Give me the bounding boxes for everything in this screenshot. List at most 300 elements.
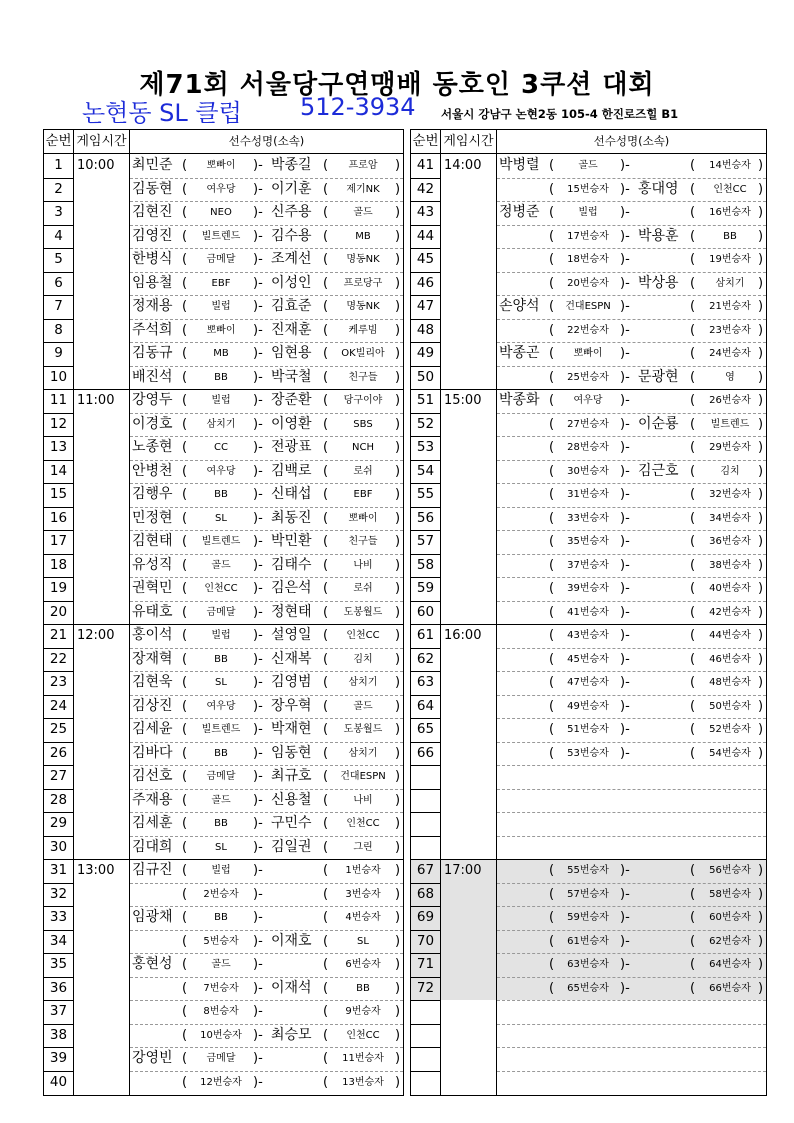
table-row bbox=[44, 295, 403, 319]
game-time bbox=[74, 1024, 128, 1048]
paren-close-dash: )- bbox=[620, 980, 630, 996]
paren-close-dash: )- bbox=[620, 557, 630, 573]
player-1-affiliation: 골드 bbox=[211, 794, 231, 806]
row-divider bbox=[411, 342, 440, 343]
player-2-name: 박재현 bbox=[271, 721, 312, 737]
game-time bbox=[74, 1047, 128, 1071]
match-cell bbox=[130, 671, 403, 695]
paren-open: ( bbox=[323, 628, 329, 643]
table-row bbox=[411, 319, 766, 343]
paren-close-dash: )- bbox=[620, 510, 630, 526]
table-row bbox=[411, 460, 766, 484]
paren-open: ( bbox=[690, 369, 696, 385]
row-divider bbox=[44, 977, 73, 978]
paren-close-dash: )- bbox=[253, 557, 263, 573]
row-number: 59 bbox=[411, 577, 441, 601]
player-2-affiliation: 34번승자 bbox=[709, 512, 751, 524]
match-cell bbox=[130, 1000, 403, 1024]
row-number: 41 bbox=[411, 154, 441, 178]
game-time: 15:00 bbox=[444, 393, 482, 408]
row-divider bbox=[497, 319, 766, 320]
row-number: 72 bbox=[411, 977, 441, 1001]
paren-close-dash: )- bbox=[620, 346, 630, 361]
player-2-affiliation: 50번승자 bbox=[709, 700, 751, 712]
match-cell bbox=[497, 718, 766, 742]
paren-open: ( bbox=[182, 252, 188, 267]
paren-close-dash: )- bbox=[253, 839, 263, 855]
paren-close: ) bbox=[758, 181, 764, 197]
paren-open: ( bbox=[549, 910, 555, 925]
row-number: 26 bbox=[44, 742, 74, 766]
player-1-affiliation: 18번승자 bbox=[567, 254, 609, 265]
match-cell bbox=[130, 1071, 403, 1095]
player-1-affiliation: 59번승자 bbox=[567, 912, 609, 923]
paren-close: ) bbox=[758, 252, 764, 267]
match-cell bbox=[497, 178, 766, 202]
row-number: 66 bbox=[411, 742, 441, 766]
paren-close: ) bbox=[395, 1027, 401, 1043]
table-row bbox=[411, 953, 766, 977]
game-time bbox=[441, 718, 495, 742]
game-time bbox=[74, 671, 128, 695]
row-divider bbox=[411, 812, 440, 813]
match-cell bbox=[497, 366, 766, 390]
row-number: 67 bbox=[411, 859, 441, 883]
row-number: 52 bbox=[411, 413, 441, 437]
player-1-affiliation: 57번승자 bbox=[567, 888, 609, 900]
paren-close: ) bbox=[395, 698, 401, 714]
row-divider bbox=[497, 1047, 766, 1048]
row-number: 64 bbox=[411, 695, 441, 719]
player-2-name: 이기훈 bbox=[271, 180, 312, 197]
club-name: 논현동 SL 클럽 bbox=[82, 99, 242, 127]
player-2-affiliation: 뽀빠이 bbox=[348, 512, 378, 524]
club-address: 서울시 강남구 논현2동 105-4 한진로즈힐 B1 bbox=[441, 107, 679, 121]
row-number: 15 bbox=[44, 483, 74, 507]
paren-open: ( bbox=[323, 463, 329, 479]
row-number: 55 bbox=[411, 483, 441, 507]
table-row bbox=[44, 413, 403, 437]
table-row bbox=[44, 554, 403, 578]
player-2-affiliation: 14번승자 bbox=[709, 160, 751, 171]
paren-close: ) bbox=[758, 440, 764, 455]
row-divider bbox=[497, 577, 766, 578]
player-2-affiliation: 4번승자 bbox=[345, 912, 381, 923]
row-divider bbox=[44, 460, 73, 461]
row-divider bbox=[411, 695, 440, 696]
player-2-affiliation: 46번승자 bbox=[709, 653, 751, 665]
row-number: 51 bbox=[411, 389, 441, 413]
game-time bbox=[441, 577, 495, 601]
table-row bbox=[411, 389, 766, 413]
player-1-affiliation: 45번승자 bbox=[567, 653, 609, 665]
row-divider bbox=[411, 201, 440, 202]
paren-close: ) bbox=[395, 181, 401, 197]
row-divider bbox=[130, 601, 403, 602]
player-2-affiliation: 김치 bbox=[720, 465, 740, 477]
match-cell bbox=[130, 883, 403, 907]
row-divider bbox=[411, 178, 440, 179]
row-divider bbox=[73, 859, 403, 860]
paren-close-dash: )- bbox=[253, 393, 263, 408]
row-number: 44 bbox=[411, 225, 441, 249]
paren-close-dash: )- bbox=[253, 816, 263, 831]
paren-open: ( bbox=[182, 510, 188, 526]
player-2-affiliation: 김치 bbox=[353, 653, 373, 665]
player-1-affiliation: 빌럽 bbox=[578, 207, 598, 218]
player-1-affiliation: 금메달 bbox=[206, 606, 236, 618]
player-2-affiliation: 19번승자 bbox=[709, 254, 751, 265]
table-row bbox=[411, 554, 766, 578]
player-1-affiliation: 47번승자 bbox=[567, 677, 609, 688]
player-2-affiliation: 6번승자 bbox=[345, 959, 381, 970]
player-2-affiliation: 명동NK bbox=[346, 301, 380, 312]
paren-close-dash: )- bbox=[253, 698, 263, 714]
row-divider bbox=[130, 953, 403, 954]
player-2-affiliation: 그린 bbox=[353, 841, 373, 853]
match-cell bbox=[130, 1047, 403, 1071]
game-time bbox=[74, 248, 128, 272]
paren-close-dash: )- bbox=[253, 510, 263, 526]
player-1-affiliation: 37번승자 bbox=[567, 559, 609, 571]
paren-close: ) bbox=[758, 416, 764, 432]
player-2-name: 홍대영 bbox=[638, 180, 679, 197]
player-1-affiliation: 28번승자 bbox=[567, 442, 609, 453]
match-cell bbox=[130, 248, 403, 272]
player-2-affiliation: 21번승자 bbox=[709, 301, 751, 312]
paren-close-dash: )- bbox=[253, 581, 263, 596]
row-divider bbox=[411, 483, 440, 484]
paren-open: ( bbox=[549, 604, 555, 620]
row-divider bbox=[411, 883, 440, 884]
player-2-affiliation: 64번승자 bbox=[709, 959, 751, 970]
player-2-affiliation: 60번승자 bbox=[709, 912, 751, 923]
paren-open: ( bbox=[323, 839, 329, 855]
paren-close: ) bbox=[395, 1051, 401, 1066]
row-number: 69 bbox=[411, 906, 441, 930]
paren-close: ) bbox=[395, 675, 401, 690]
paren-open: ( bbox=[323, 933, 329, 949]
player-2-name: 김백로 bbox=[271, 462, 312, 479]
paren-open: ( bbox=[549, 581, 555, 596]
match-cell bbox=[130, 789, 403, 813]
row-divider bbox=[130, 718, 403, 719]
player-2-affiliation: 58번승자 bbox=[709, 888, 751, 900]
row-number: 33 bbox=[44, 906, 74, 930]
paren-close-dash: )- bbox=[253, 181, 263, 197]
row-divider bbox=[497, 648, 766, 649]
player-2-affiliation: 나비 bbox=[353, 559, 373, 571]
row-number: 60 bbox=[411, 601, 441, 625]
row-divider bbox=[130, 906, 403, 907]
match-cell bbox=[130, 836, 403, 860]
row-divider bbox=[44, 483, 73, 484]
row-divider bbox=[130, 272, 403, 273]
paren-close: ) bbox=[758, 557, 764, 573]
match-cell bbox=[497, 577, 766, 601]
game-time bbox=[74, 295, 128, 319]
player-2-affiliation: 인천CC bbox=[346, 1029, 380, 1041]
paren-open: ( bbox=[690, 181, 696, 197]
paren-close-dash: )- bbox=[620, 463, 630, 479]
match-cell bbox=[497, 554, 766, 578]
match-cell bbox=[130, 648, 403, 672]
row-number: 16 bbox=[44, 507, 74, 531]
game-time: 10:00 bbox=[77, 158, 115, 173]
player-2-affiliation: 친구들 bbox=[348, 536, 378, 547]
row-divider bbox=[44, 389, 73, 390]
match-cell bbox=[130, 460, 403, 484]
player-2-name: 최규호 bbox=[271, 768, 312, 784]
match-cell bbox=[497, 765, 766, 789]
match-cell bbox=[497, 248, 766, 272]
row-divider bbox=[44, 554, 73, 555]
player-1-affiliation: 55번승자 bbox=[567, 865, 609, 876]
game-time bbox=[441, 319, 495, 343]
player-1-affiliation: 빌럽 bbox=[211, 395, 231, 406]
match-cell bbox=[130, 295, 403, 319]
table-row bbox=[44, 671, 403, 695]
paren-close: ) bbox=[395, 228, 401, 244]
match-cell bbox=[497, 272, 766, 296]
player-1-name: 정재용 bbox=[132, 298, 173, 314]
game-time: 11:00 bbox=[77, 393, 115, 408]
player-2-name: 신태섭 bbox=[271, 486, 312, 502]
paren-open: ( bbox=[549, 675, 555, 690]
table-row bbox=[44, 742, 403, 766]
paren-open: ( bbox=[182, 346, 188, 361]
game-time bbox=[74, 930, 128, 954]
match-cell bbox=[130, 812, 403, 836]
match-cell bbox=[130, 977, 403, 1001]
player-2-name: 이순룡 bbox=[638, 415, 679, 432]
player-1-affiliation: 39번승자 bbox=[567, 583, 609, 594]
table-row bbox=[411, 695, 766, 719]
paren-open: ( bbox=[549, 299, 555, 314]
paren-close: ) bbox=[758, 393, 764, 408]
match-cell bbox=[497, 906, 766, 930]
row-divider bbox=[44, 319, 73, 320]
row-divider bbox=[130, 1071, 403, 1072]
paren-close: ) bbox=[758, 299, 764, 314]
player-1-name: 홍이석 bbox=[132, 627, 173, 643]
paren-close: ) bbox=[395, 252, 401, 267]
paren-close: ) bbox=[758, 675, 764, 690]
row-divider bbox=[497, 695, 766, 696]
player-2-affiliation: 인천CC bbox=[713, 183, 747, 195]
table-row bbox=[44, 436, 403, 460]
paren-close-dash: )- bbox=[620, 228, 630, 244]
row-divider bbox=[497, 883, 766, 884]
row-number bbox=[411, 1071, 441, 1095]
row-divider bbox=[130, 1047, 403, 1048]
paren-close: ) bbox=[758, 722, 764, 737]
row-number: 29 bbox=[44, 812, 74, 836]
paren-close-dash: )- bbox=[253, 933, 263, 949]
row-number: 49 bbox=[411, 342, 441, 366]
paren-open: ( bbox=[323, 769, 329, 784]
game-time bbox=[441, 366, 495, 390]
row-divider bbox=[411, 577, 440, 578]
game-time bbox=[441, 789, 495, 813]
row-divider bbox=[130, 883, 403, 884]
game-time bbox=[441, 460, 495, 484]
row-divider bbox=[44, 413, 73, 414]
row-divider bbox=[497, 1071, 766, 1072]
paren-close-dash: )- bbox=[620, 158, 630, 173]
paren-close: ) bbox=[395, 299, 401, 314]
paren-close: ) bbox=[395, 510, 401, 526]
paren-open: ( bbox=[182, 604, 188, 620]
player-1-affiliation: 여우당 bbox=[206, 700, 236, 712]
row-divider bbox=[440, 859, 766, 860]
row-number: 37 bbox=[44, 1000, 74, 1024]
match-cell bbox=[130, 906, 403, 930]
table-row bbox=[411, 436, 766, 460]
paren-open: ( bbox=[690, 581, 696, 596]
player-2-name: 박민환 bbox=[271, 533, 312, 549]
paren-close-dash: )- bbox=[620, 252, 630, 267]
match-cell bbox=[130, 389, 403, 413]
paren-close-dash: )- bbox=[253, 487, 263, 502]
row-divider bbox=[73, 624, 403, 625]
table-row bbox=[44, 930, 403, 954]
row-divider bbox=[411, 1047, 440, 1048]
player-1-affiliation: 25번승자 bbox=[567, 371, 609, 383]
table-row bbox=[411, 366, 766, 390]
paren-close: ) bbox=[395, 487, 401, 502]
player-1-affiliation: 5번승자 bbox=[203, 935, 239, 947]
paren-close: ) bbox=[395, 1004, 401, 1019]
paren-open: ( bbox=[690, 252, 696, 267]
table-row bbox=[411, 483, 766, 507]
row-number bbox=[411, 765, 441, 789]
paren-close-dash: )- bbox=[253, 440, 263, 455]
player-1-affiliation: 61번승자 bbox=[567, 935, 609, 947]
player-2-affiliation: 16번승자 bbox=[709, 207, 751, 218]
row-divider bbox=[130, 577, 403, 578]
player-2-affiliation: EBF bbox=[353, 489, 373, 500]
row-divider bbox=[130, 812, 403, 813]
paren-close: ) bbox=[758, 228, 764, 244]
paren-open: ( bbox=[182, 980, 188, 996]
row-divider bbox=[411, 319, 440, 320]
table-row bbox=[411, 413, 766, 437]
game-time bbox=[74, 977, 128, 1001]
row-divider bbox=[497, 718, 766, 719]
paren-close: ) bbox=[395, 957, 401, 972]
paren-open: ( bbox=[323, 1027, 329, 1043]
game-time bbox=[74, 836, 128, 860]
game-time bbox=[441, 1024, 495, 1048]
row-divider bbox=[44, 930, 73, 931]
table-row bbox=[44, 507, 403, 531]
paren-close-dash: )- bbox=[253, 980, 263, 996]
match-cell bbox=[497, 460, 766, 484]
table-row bbox=[44, 718, 403, 742]
paren-close: ) bbox=[395, 863, 401, 878]
game-time: 17:00 bbox=[444, 863, 482, 878]
paren-open: ( bbox=[323, 910, 329, 925]
table-row bbox=[411, 1071, 766, 1095]
player-1-affiliation: CC bbox=[214, 442, 228, 453]
match-cell bbox=[497, 342, 766, 366]
paren-open: ( bbox=[182, 440, 188, 455]
row-number: 17 bbox=[44, 530, 74, 554]
row-divider bbox=[411, 389, 440, 390]
paren-open: ( bbox=[690, 416, 696, 432]
row-divider bbox=[497, 201, 766, 202]
player-2-affiliation: 로쉬 bbox=[353, 583, 373, 594]
match-cell bbox=[497, 389, 766, 413]
paren-close-dash: )- bbox=[253, 205, 263, 220]
paren-open: ( bbox=[690, 628, 696, 643]
paren-open: ( bbox=[182, 910, 188, 925]
paren-close-dash: )- bbox=[253, 604, 263, 620]
paren-open: ( bbox=[182, 957, 188, 972]
paren-open: ( bbox=[549, 980, 555, 996]
paren-close-dash: )- bbox=[253, 651, 263, 667]
row-divider bbox=[44, 295, 73, 296]
table-row bbox=[44, 601, 403, 625]
game-time bbox=[441, 1047, 495, 1071]
paren-close: ) bbox=[758, 604, 764, 620]
paren-open: ( bbox=[323, 1004, 329, 1019]
player-1-name: 김행우 bbox=[132, 486, 173, 502]
player-1-name: 강영두 bbox=[132, 392, 173, 408]
paren-open: ( bbox=[182, 463, 188, 479]
row-number: 11 bbox=[44, 389, 74, 413]
paren-close-dash: )- bbox=[620, 886, 630, 902]
paren-close: ) bbox=[758, 369, 764, 385]
row-divider bbox=[130, 648, 403, 649]
player-2-affiliation: 1번승자 bbox=[345, 865, 381, 876]
header-time: 게임시간 bbox=[74, 130, 130, 153]
player-2-name: 박용훈 bbox=[638, 227, 679, 244]
match-cell bbox=[497, 319, 766, 343]
row-divider bbox=[130, 695, 403, 696]
match-cell bbox=[497, 977, 766, 1001]
match-cell bbox=[130, 554, 403, 578]
player-2-affiliation: 42번승자 bbox=[709, 606, 751, 618]
player-1-affiliation: 빌트렌드 bbox=[201, 536, 241, 547]
player-1-affiliation: BB bbox=[214, 818, 228, 829]
row-divider bbox=[130, 507, 403, 508]
match-cell bbox=[497, 436, 766, 460]
player-2-affiliation: 24번승자 bbox=[709, 348, 751, 359]
header-time: 게임시간 bbox=[441, 130, 497, 153]
row-number bbox=[411, 1047, 441, 1071]
game-time bbox=[74, 178, 128, 202]
player-2-name: 이성인 bbox=[271, 274, 312, 291]
paren-close: ) bbox=[395, 534, 401, 549]
row-number: 22 bbox=[44, 648, 74, 672]
row-divider bbox=[411, 859, 440, 860]
club-phone: 512-3934 bbox=[300, 93, 416, 121]
player-1-affiliation: 30번승자 bbox=[567, 465, 609, 477]
match-cell bbox=[497, 225, 766, 249]
player-1-affiliation: 삼치기 bbox=[206, 418, 236, 430]
game-time: 16:00 bbox=[444, 628, 482, 643]
game-time bbox=[441, 648, 495, 672]
player-1-affiliation: 금메달 bbox=[206, 254, 236, 265]
row-divider bbox=[411, 648, 440, 649]
row-divider bbox=[411, 1024, 440, 1025]
schedule-table-right bbox=[410, 129, 767, 1096]
row-divider bbox=[130, 1000, 403, 1001]
table-row bbox=[411, 201, 766, 225]
row-divider bbox=[411, 436, 440, 437]
